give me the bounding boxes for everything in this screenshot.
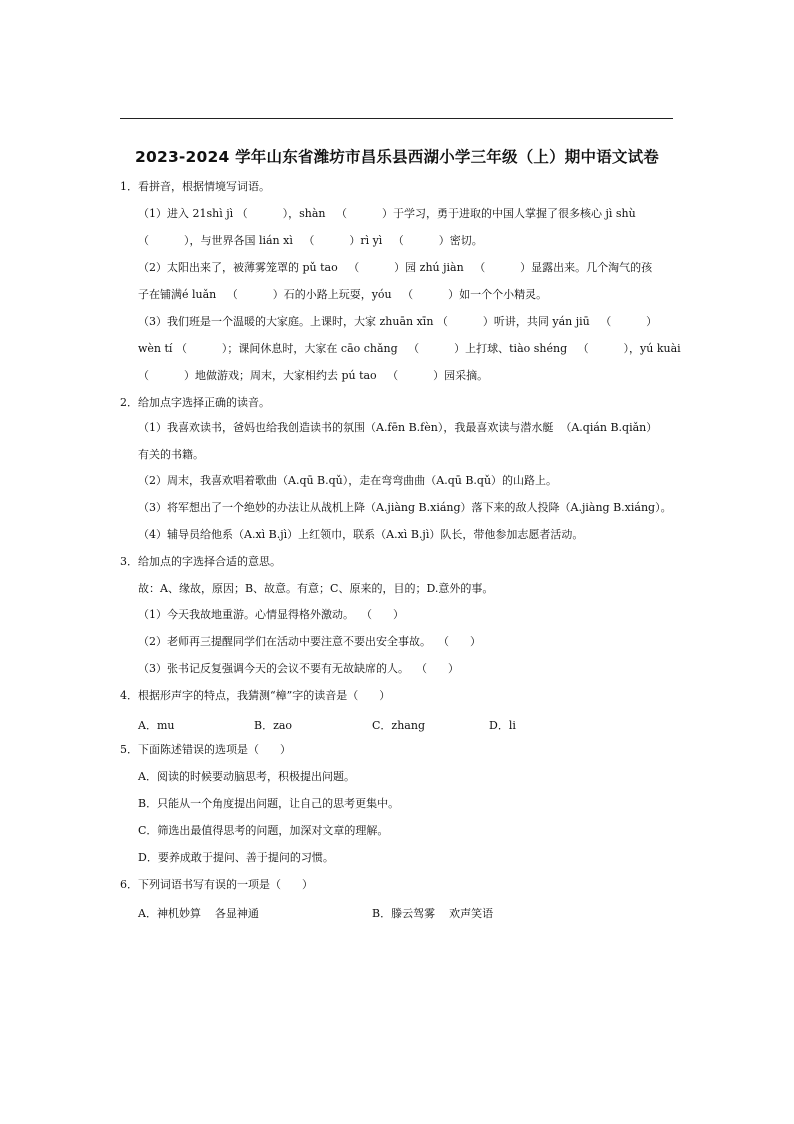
q1-line-2: （ ），与世界各国 lián xì （ ）rì yì （ ）密切。 [138,234,483,247]
q2-stem: 2．给加点字选择正确的读音。 [120,396,270,409]
page-title: 2023-2024 学年山东省潍坊市昌乐县西湖小学三年级（上）期中语文试卷 [134,148,659,166]
q5-option-a: A．阅读的时候要动脑思考，积极提出问题。 [138,770,355,783]
header-rule [120,118,673,119]
q3-line-3: （3）张书记反复强调今天的会议不要有无故缺席的人。 （ ） [138,662,459,675]
q2-line-1: （1）我喜欢读书，爸妈也给我创造读书的氛围（A.fēn B.fèn），我最喜欢读与潜水艇 （A.qián B.qiǎn） [138,421,658,434]
q5-stem: 5．下面陈述错误的选项是（ ） [120,743,291,756]
q2-line-4: （3）将军想出了一个绝妙的办法让从战机上降（A.jiàng B.xiáng）落下来的敌人投降（A.jiàng B.xiáng）。 [138,501,672,514]
q4-option-b: B．zao [254,719,293,732]
q6-stem: 6．下列词语书写有误的一项是（ ） [120,878,313,891]
q1-line-1: （1）进入 21shì jì （ ），shàn （ ）于学习，勇于进取的中国人掌握了很多核心 jì shù [138,207,636,220]
q4-stem: 4．根据形声字的特点，我猜测“樟”字的读音是（ ） [120,689,391,702]
q3-stem: 3．给加点的字选择合适的意思。 [120,555,281,568]
q4-option-a: A．mu [138,719,175,732]
q4-option-c: C．zhang [372,719,425,732]
q2-line-2: 有关的书籍。 [138,448,204,461]
q6-option-a: A．神机妙算 各显神通 [138,907,259,920]
q3-definitions: 故：A、缘故，原因；B、故意。有意；C、原来的，目的；D.意外的事。 [138,582,494,595]
q1-line-4: 子在铺满é luǎn （ ）石的小路上玩耍，yóu （ ）如一个个小精灵。 [138,288,548,301]
q6-option-b: B．滕云驾雾 欢声笑语 [372,907,494,920]
q1-line-7: （ ）地做游戏；周末，大家相约去 pú tao （ ）园采摘。 [138,369,489,382]
q1-line-3: （2）太阳出来了，被薄雾笼罩的 pǔ tao （ ）园 zhú jiàn （ ）显露出来。几个淘气的孩 [138,261,653,274]
q1-line-6: wèn tí （ ）；课间休息时，大家在 cāo chǎng （ ）上打球、tiào shéng （ ），yú kuài [138,342,681,355]
q5-option-b: B．只能从一个角度提出问题，让自己的思考更集中。 [138,797,400,810]
q5-option-d: D．要养成敢于提问、善于提问的习惯。 [138,851,334,864]
q5-option-c: C．筛选出最值得思考的问题，加深对文章的理解。 [138,824,389,837]
q2-line-5: （4）辅导员给他系（A.xì B.jì）上红领巾，联系（A.xì B.jì）队长，带他参加志愿者活动。 [138,528,584,541]
q3-line-2: （2）老师再三提醒同学们在活动中要注意不要出安全事故。 （ ） [138,635,481,648]
q1-line-5: （3）我们班是一个温暖的大家庭。上课时，大家 zhuān xīn （ ）听讲，共同 yán jiū （ ） [138,315,658,328]
q2-line-3: （2）周末，我喜欢唱着歌曲（A.qū B.qǔ），走在弯弯曲曲（A.qū B.qǔ）的山路上。 [138,474,558,487]
q1-stem: 1．看拼音，根据情境写词语。 [120,180,270,193]
q4-option-d: D．li [489,719,516,732]
q3-line-1: （1）今天我故地重游。心情显得格外激动。 （ ） [138,608,404,621]
